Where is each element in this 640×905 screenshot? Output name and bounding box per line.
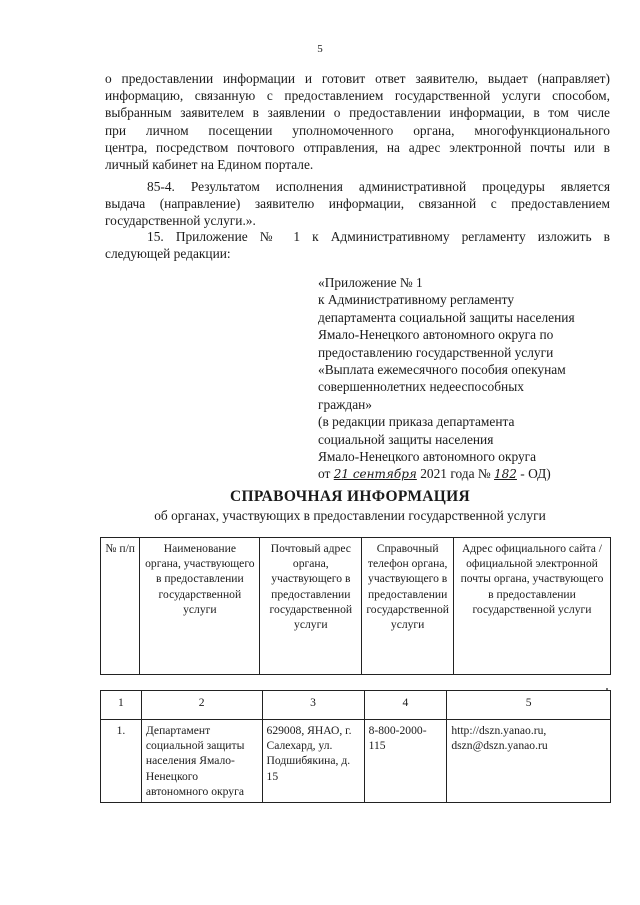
text-line: 15. Приложение № 1 к Административному регламенту изложить в — [147, 229, 610, 244]
text-line: при личном посещении уполномоченного органа, многофункционального — [105, 122, 610, 138]
appendix-line: к Административному регламенту — [318, 292, 515, 308]
text-line: государственной услуги.». — [105, 213, 256, 229]
column-number: 2 — [141, 691, 262, 720]
header-cell-phone: Справочный телефон органа, участвующего в предоставлении государственной услуги — [362, 538, 454, 675]
handwritten-date: 21 сентября — [333, 467, 417, 482]
appendix-line: Ямало-Ненецкого автономного округа — [318, 449, 537, 465]
postal-address: 629008, ЯНАО, г. Салехард, ул. Подшибякина, д. 15 — [262, 720, 364, 803]
appendix-line: департамента социальной защиты населения — [318, 309, 575, 325]
website-email: http://dszn.yanao.ru, dszn@dszn.yanao.ru — [447, 720, 611, 803]
column-number: 3 — [262, 691, 364, 720]
appendix-line: граждан» — [318, 396, 373, 412]
appendix-date-line — [318, 465, 618, 483]
paragraph-85-4 — [105, 178, 610, 230]
table-header — [100, 537, 611, 675]
paragraph-15 — [105, 228, 610, 262]
appendix-line: (в редакции приказа департамента — [318, 414, 515, 430]
column-number: 1 — [101, 691, 142, 720]
appendix-line: предоставлению государственной услуги — [318, 344, 554, 360]
appendix-line: социальной защиты населения — [318, 431, 494, 447]
organ-name: Департамент социальной защиты населения Ямало-Ненецкого автономного округа — [141, 720, 262, 803]
appendix-line: совершеннолетних недееспособных — [318, 379, 524, 395]
column-number-row — [101, 691, 611, 720]
text-line: личный кабинет на Едином портале. — [105, 157, 314, 173]
order-suffix: - ОД) — [520, 466, 551, 482]
scan-speck — [606, 688, 608, 690]
text-line: центра, посредством почтового отправления, на адрес электронной почты или в — [105, 139, 610, 155]
appendix-block — [318, 274, 618, 484]
table-body — [100, 690, 611, 803]
paragraph-procedure — [105, 70, 610, 173]
appendix-line: Ямало-Ненецкого автономного округа по — [318, 327, 554, 343]
column-number: 5 — [447, 691, 611, 720]
text-line: информацию, связанную с предоставлением государственной услуги способом, — [105, 88, 610, 104]
text-line: о предоставлении информации и готовит ответ заявителю, выдает (направляет) — [105, 71, 610, 86]
phone-number: 8-800-2000-115 — [364, 720, 447, 803]
appendix-line: «Приложение № 1 — [318, 275, 423, 290]
header-cell-address: Почтовый адрес органа, участвующего в предоставлении государственной услуги — [260, 538, 362, 675]
column-number: 4 — [364, 691, 447, 720]
text-line: следующей редакции: — [105, 246, 231, 262]
handwritten-order-number: 182 — [494, 467, 517, 482]
appendix-line: «Выплата ежемесячного пособия опекунам — [318, 362, 566, 378]
document-title: СПРАВОЧНАЯ ИНФОРМАЦИЯ — [230, 488, 470, 505]
text-line: выбранным заявителем в заявлении о предоставлении информации, в том числе — [105, 105, 610, 121]
date-prefix: от — [318, 466, 331, 482]
date-year: 2021 года № — [420, 466, 491, 482]
page-number: 5 — [317, 43, 323, 55]
text-line: 85-4. Результатом исполнения административной процедуры является — [147, 179, 610, 194]
header-cell-name: Наименование органа, участвующего в предоставлении государственной услуги — [140, 538, 260, 675]
table-row — [101, 720, 611, 803]
header-cell-site: Адрес официального сайта /официальной электронной почты органа, участвующего в предоставлении государственной услуги — [453, 538, 610, 675]
text-line: выдача (направление) заявителю информации, связанной с предоставлением — [105, 196, 610, 212]
document-subtitle: об органах, участвующих в предоставлении государственной услуги — [154, 508, 546, 523]
row-number: 1. — [101, 720, 142, 803]
header-cell-number: № п/п — [101, 538, 140, 675]
